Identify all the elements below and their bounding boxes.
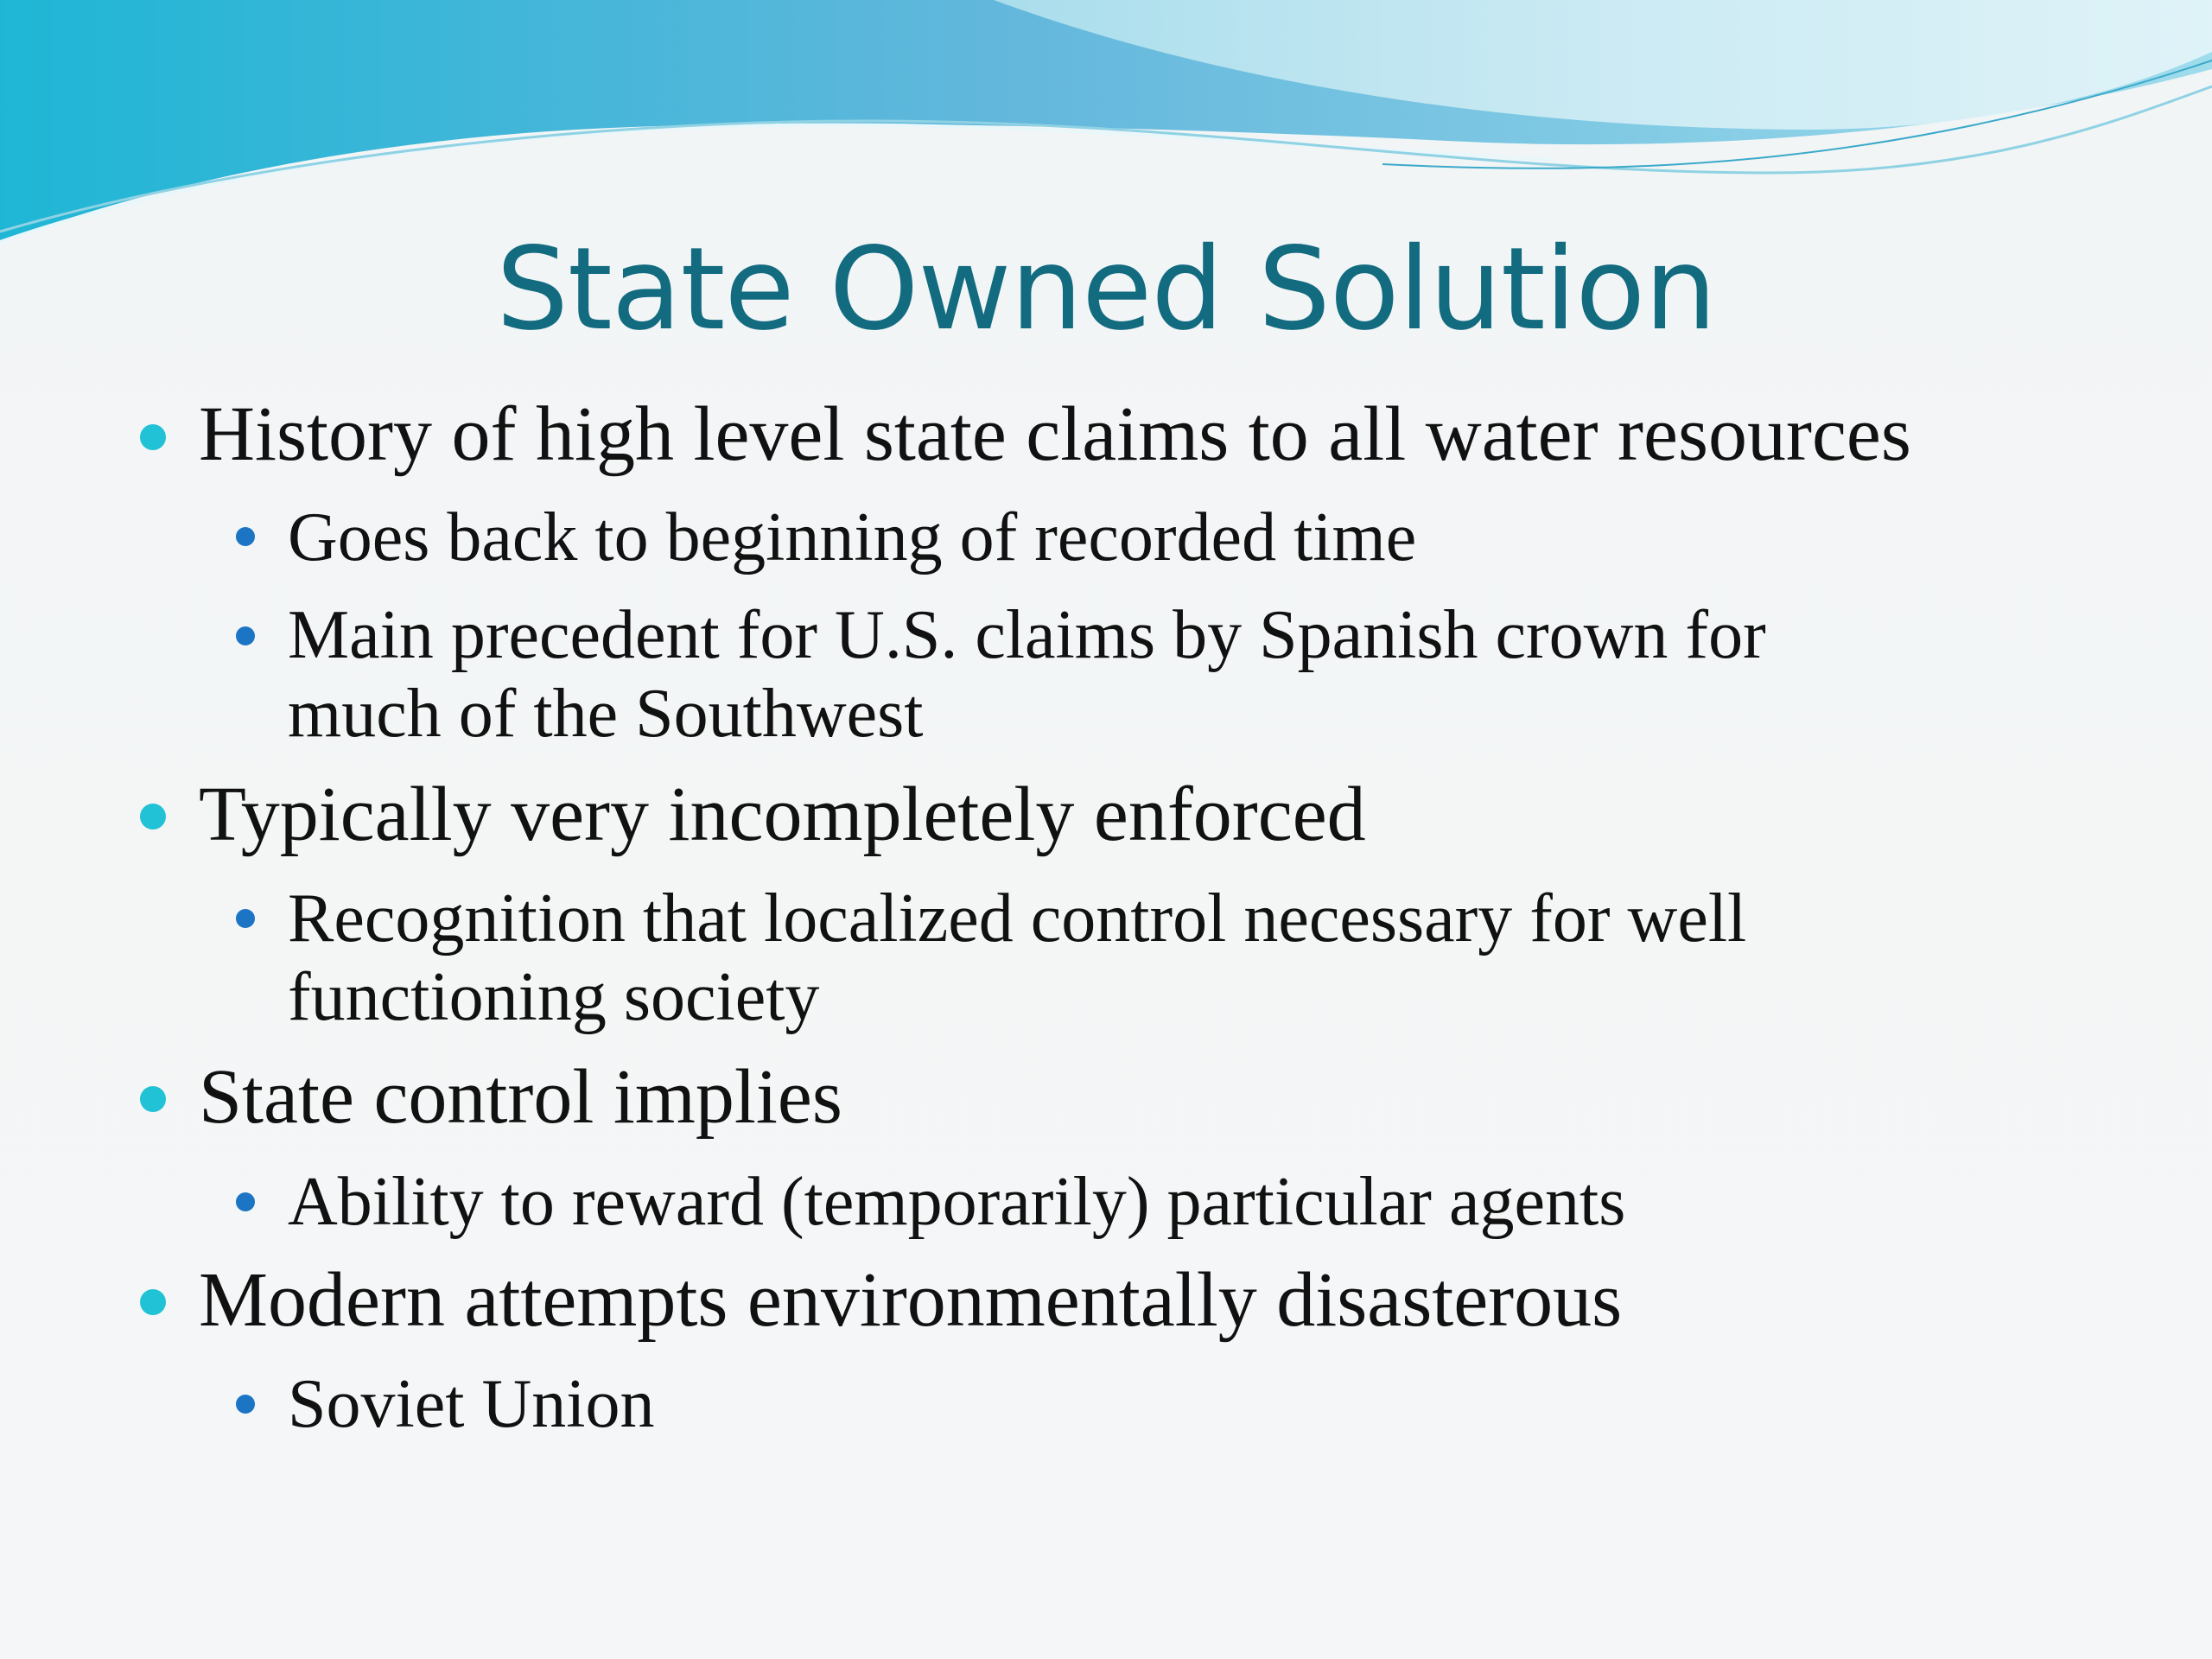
bullet-item-1: History of high level state claims to all water resources [199,391,1911,477]
sub-bullet-item-4-1: Soviet Union [288,1366,655,1442]
level2-bullet-icon [236,527,255,546]
level1-bullet-icon [140,804,166,830]
sub-bullet-item-3-1: Ability to reward (temporarily) particular agents [288,1164,1626,1240]
sub-bullet-item-2-1-line-1: Recognition that localized control necessary for well [288,880,1747,957]
level1-bullet-icon [140,424,166,450]
level2-bullet-icon [236,1192,255,1211]
bullet-item-4: Modern attempts environmentally disasterous [199,1257,1623,1343]
level2-bullet-icon [236,626,255,645]
level1-bullet-icon [140,1086,166,1112]
slide-title: State Owned Solution [496,223,1716,356]
sub-bullet-item-2-1-line-2: functioning society [288,959,820,1035]
sub-bullet-item-1-2-line-1: Main precedent for U.S. claims by Spanish crown for [288,597,1766,673]
sub-bullet-item-1-2-line-2: much of the Southwest [288,676,924,752]
level1-bullet-icon [140,1289,166,1315]
sub-bullet-item-1-1: Goes back to beginning of recorded time [288,499,1417,575]
level2-bullet-icon [236,1395,255,1414]
level2-bullet-icon [236,909,255,928]
bullet-item-2: Typically very incompletely enforced [199,772,1366,857]
bullet-item-3: State control implies [199,1054,842,1140]
